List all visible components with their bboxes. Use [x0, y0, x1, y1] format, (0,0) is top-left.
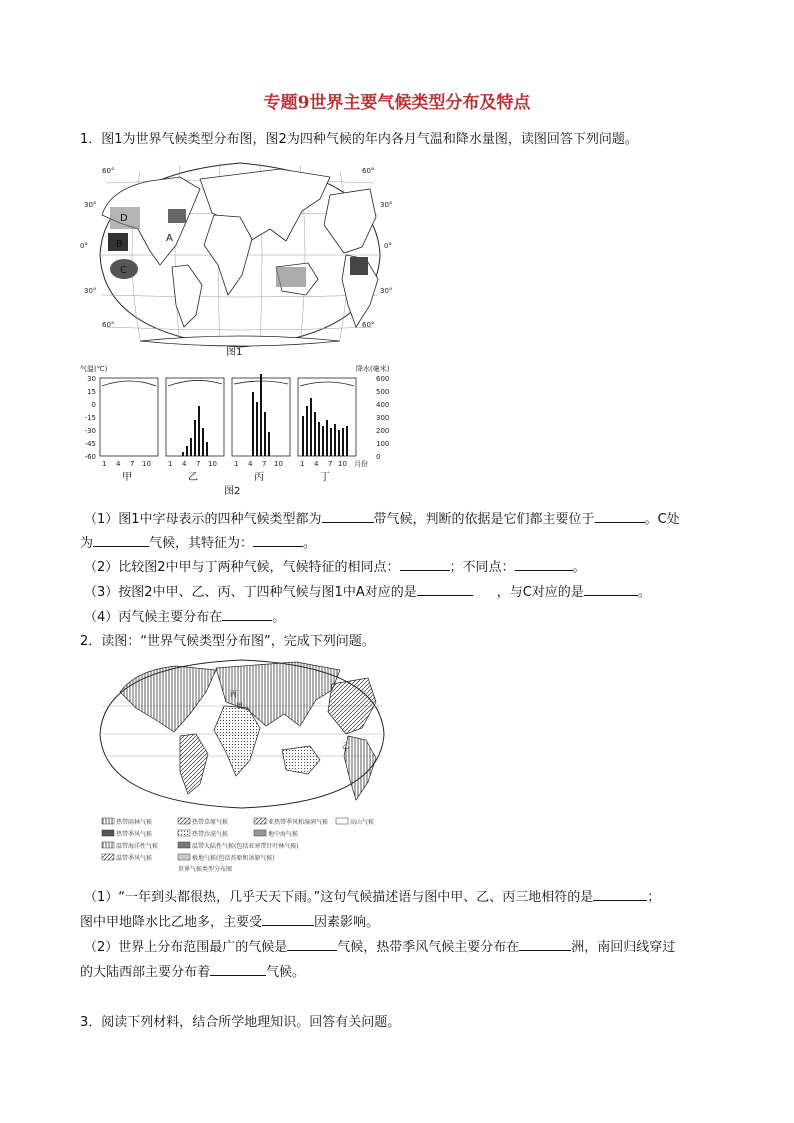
legend-item: 亚热带季风和湿润气候	[268, 819, 329, 826]
map-label-jia: 甲	[236, 702, 243, 710]
answer-blank[interactable]	[322, 508, 374, 523]
legend-item: 热带雨林气候	[116, 819, 153, 826]
panel-name-yi: 乙	[188, 472, 198, 483]
legend-item: 温带季风气候	[116, 855, 153, 862]
lat-label-right-30s: 30°	[380, 287, 393, 295]
lat-label-left-30n: 30°	[84, 201, 97, 209]
precip-tick-200: 200	[376, 427, 390, 435]
temp-axis-label: 气温(℃)	[80, 365, 108, 373]
answer-blank[interactable]	[515, 556, 573, 571]
lat-label-right-30n: 30°	[380, 201, 393, 209]
q2-sub1-line2: 图中甲地降水比乙地多，主要受 因素影响。	[80, 911, 379, 933]
q1-sub3: （3）按图2中甲、乙、丙、丁四种气候与图1中A对应的是 ，与C对应的是 。	[84, 581, 651, 603]
q2-stem: 2．读图：“世界气候类型分布图”，完成下列问题。	[80, 634, 375, 649]
legend-item: 热带草原气候	[192, 819, 229, 826]
climate-region-australia	[276, 267, 306, 287]
answer-blank[interactable]	[222, 606, 272, 621]
yi-month-1: 1	[168, 460, 173, 468]
precip-tick-0: 0	[376, 453, 381, 461]
answer-blank[interactable]	[584, 581, 638, 596]
legend-item: 高山气候	[350, 819, 375, 826]
temp-tick-neg45: -45	[84, 440, 96, 448]
figure-world-climate-distribution-map	[96, 656, 388, 876]
precip-tick-500: 500	[376, 388, 390, 396]
map-legend	[102, 818, 374, 873]
climate-region-south-america	[350, 257, 368, 275]
map-letter-b: B	[116, 239, 123, 250]
ding-month-4: 4	[314, 460, 319, 468]
q1-stem: 1．图1为世界气候类型分布图，图2为四种气候的年内各月气温和降水量图，读图回答下列问题。	[80, 132, 638, 147]
legend-item: 温带大陆性气候(包括亚寒带针叶林气候)	[192, 843, 299, 850]
map-letter-a: A	[166, 233, 173, 244]
map-letter-c: C	[120, 265, 127, 276]
answer-blank[interactable]	[593, 886, 647, 901]
legend-item: 极地气候(包括苔原和冰原气候)	[192, 855, 275, 862]
map-label-bing: 丙	[230, 690, 237, 698]
answer-blank[interactable]	[595, 508, 645, 523]
lat-label-left-30s: 30°	[84, 287, 97, 295]
q3-stem: 3．阅读下列材料，结合所学地理知识。回答有关问题。	[80, 1015, 401, 1030]
month-unit: 月份	[354, 460, 368, 468]
ding-month-10: 10	[338, 460, 347, 468]
precip-tick-100: 100	[376, 440, 390, 448]
panel-name-bing: 丙	[254, 472, 264, 483]
q1-sub1-line2: 为 气候，其特征为： 。	[80, 532, 316, 554]
legend-item: 地中海气候	[268, 831, 299, 838]
lat-label-left-60s: 60°	[102, 321, 115, 329]
legend-caption: 世界气候类型分布图	[178, 866, 233, 873]
answer-blank[interactable]	[262, 911, 314, 926]
climate-panel-jia	[100, 378, 158, 483]
climate-panel-bing	[232, 374, 290, 483]
temp-tick-neg15: -15	[84, 414, 96, 422]
panel-name-jia: 甲	[122, 472, 132, 483]
legend-item: 热带季风气候	[116, 831, 153, 838]
bing-month-4: 4	[248, 460, 253, 468]
yi-month-10: 10	[208, 460, 217, 468]
legend-item: 热带沙漠气候	[192, 831, 229, 838]
answer-blank[interactable]	[417, 581, 473, 596]
figure-1-caption: 图1	[226, 347, 243, 357]
precip-tick-600: 600	[376, 375, 390, 383]
temp-tick-0: 0	[91, 401, 96, 409]
climate-panel-yi	[166, 378, 224, 483]
climate-panel-ding	[298, 378, 368, 483]
temp-tick-neg60: -60	[84, 453, 96, 461]
figure-1-world-climate-map	[80, 155, 400, 357]
bing-month-10: 10	[274, 460, 283, 468]
bing-month-7: 7	[262, 460, 267, 468]
jia-month-10: 10	[142, 460, 151, 468]
map-letter-d: D	[120, 213, 128, 224]
panel-name-ding: 丁	[320, 472, 330, 483]
q2-sub2-line2: 的大陆西部主要分布着 气候。	[80, 961, 305, 983]
lat-label-left-0: 0°	[80, 242, 88, 250]
figure-2-climate-charts	[80, 362, 400, 500]
q1-sub2: （2）比较图2中甲与丁两种气候，气候特征的相同点： ；不同点： 。	[84, 556, 586, 578]
answer-blank[interactable]	[93, 532, 149, 547]
answer-blank[interactable]	[519, 936, 571, 951]
precip-tick-300: 300	[376, 414, 390, 422]
precip-axis-label: 降水(毫米)	[356, 365, 390, 373]
jia-month-7: 7	[130, 460, 135, 468]
temp-tick-neg30: -30	[84, 427, 96, 435]
lat-label-right-60n: 60°	[362, 167, 375, 175]
temp-tick-15: 15	[87, 388, 96, 396]
ding-month-7: 7	[328, 460, 333, 468]
ding-month-1: 1	[300, 460, 305, 468]
lat-label-right-0: 0°	[384, 242, 392, 250]
yi-month-4: 4	[182, 460, 187, 468]
jia-month-4: 4	[116, 460, 121, 468]
q2-sub2-line1: （2）世界上分布范围最广的气候是 气候，热带季风气候主要分布在 洲，南回归线穿过	[84, 936, 675, 958]
bing-month-1: 1	[234, 460, 239, 468]
q2-sub1-line1: （1）“一年到头都很热，几乎天天下雨。”这句气候描述语与图中甲、乙、丙三地相符的是 ；	[84, 886, 660, 908]
yi-month-7: 7	[196, 460, 201, 468]
temp-tick-30: 30	[87, 375, 96, 383]
jia-month-1: 1	[102, 460, 107, 468]
answer-blank[interactable]	[253, 532, 303, 547]
q1-sub1-line1: （1）图1中字母表示的四种气候类型都为 带气候，判断的依据是它们都主要位于 。C处	[84, 508, 680, 530]
climate-region-a	[168, 209, 186, 223]
answer-blank[interactable]	[400, 556, 450, 571]
lat-label-right-60s: 60°	[362, 321, 375, 329]
answer-blank[interactable]	[210, 961, 266, 976]
q1-sub4: （4）丙气候主要分布在 。	[84, 606, 285, 628]
figure-2-caption: 图2	[224, 486, 241, 497]
page-title: 专题9世界主要气候类型分布及特点	[263, 93, 531, 113]
legend-item: 温带海洋性气候	[116, 843, 159, 850]
map-label-yi: 乙	[342, 742, 349, 750]
answer-blank[interactable]	[287, 936, 337, 951]
lat-label-left-60n: 60°	[102, 167, 115, 175]
precip-tick-400: 400	[376, 401, 390, 409]
